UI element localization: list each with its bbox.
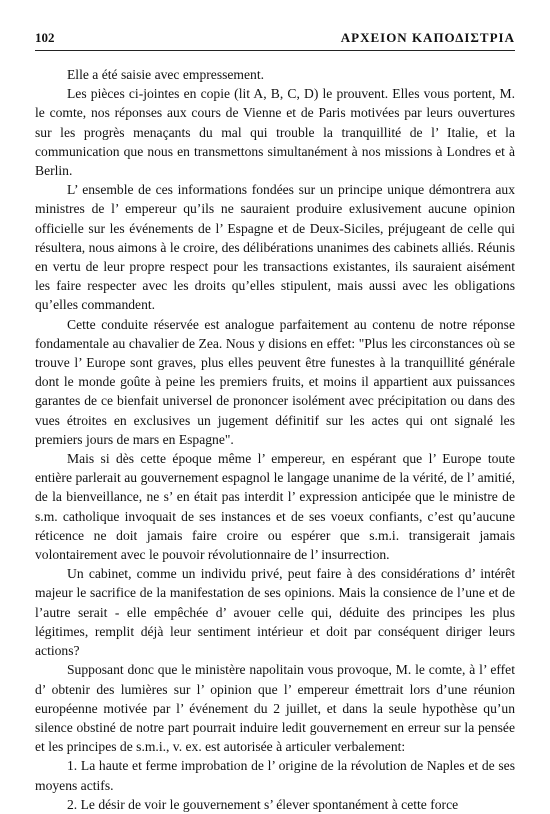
paragraph: Les pièces ci-jointes en copie (lit A, B, C, D) le prouvent. Elles vous portent, M. le comte, nos réponses aux cours de Vienne et de Paris motivées par leurs ouvertures sur les progrès menaçants du mal qui trouble la tranquillité de l’ Italie, et la communication que nous en transmettons simultanément à nos missions à Londres et à Berlin. — [35, 86, 515, 179]
running-head — [35, 30, 515, 51]
body-text — [35, 65, 515, 814]
paragraph: Supposant donc que le ministère napolitain vous provoque, M. le comte, à l’ effet d’ obtenir des lumières sur l’ opinion que l’ empereur émettrait lors d’une réunion européenne motivée par l’ événement du 2 juillet, et dans la seule hypothèse qu’un silence obstiné de notre part pourrait induire ledit gouvernement en erreur sur la pensée et les principes de s.m.i., v. ex. est autorisée à articuler verbalement: — [35, 662, 515, 755]
paragraph: Un cabinet, comme un individu privé, peut faire à des considérations d’ intérêt majeur le sacrifice de la manifestation de ses opinions. Mais la consience de l’une et de l’autre serait - elle empêchée d’ avouer celle qui, déduite des principes les plus légitimes, remplit déjà leur sentiment intérieur et doit par conséquent diriger leurs actions? — [35, 566, 515, 659]
paragraph: Elle a été saisie avec empressement. — [67, 67, 265, 82]
paragraph: Mais si dès cette époque même l’ empereur, en espérant que l’ Europe toute entière parlerait au gouvernement espagnol le langage unanime de la vérité, de l’ amitié, de la bienveillance, ne s’ en était pas interdit l’ expression anticipée que le ministre de s.m. catholique invoquait de ses instances et de ses voeux confiants, c’est qu’aucune réticence ne doit jamais faire croire ou espérer que s.m.i. transigerait jamais volontairement avec le pouvoir révolutionnaire de l’ insurrection. — [35, 451, 515, 563]
numbered-item: 1. La haute et ferme improbation de l’ origine de la révolution de Naples et de ses moyens actifs. — [35, 758, 515, 793]
running-title: ΑΡΧΕΙΟΝ ΚΑΠΟΔΙΣΤΡΙΑ — [340, 30, 515, 45]
paragraph: Cette conduite réservée est analogue parfaitement au contenu de notre réponse fondamentale au chavalier de Zea. Nous y disions en effet: "Plus les circonstances où se trouve l’ Europe sont graves, plus elles peuvent être funestes à la tranquillité générale dont le monde goûte à peine les premiers fruits, et moins il appartient aux puissances garantes de ce bienfait universel de prononcer isolément avec précipitation ou dans des vues étroites en exclusives un jugement définitif sur les actes qui ont signalé les premiers jours de mars en Espagne". — [35, 316, 515, 447]
paragraph: L’ ensemble de ces informations fondées sur un principe unique démontrera aux ministres de l’ empereur qu’ils ne sauraient produire exlusivement aucune opinion officielle sur les événements de l’ Espagne et de Deux-Siciles, préjugeant de celle qui résultera, nous aimons à le croire, des délibérations unanimes des cabinets alliés. Réunis en vertu de leur propre respect pour les transactions existantes, ils sauraient aisément les faire respecter avec les droits qu’elles stipulent, mais aussi avec les obligations qu’elles commandent. — [35, 182, 515, 313]
page-number: 102 — [35, 30, 55, 45]
numbered-item: 2. Le désir de voir le gouvernement s’ élever spontanément à cette force — [67, 796, 459, 812]
document-page — [35, 30, 515, 814]
